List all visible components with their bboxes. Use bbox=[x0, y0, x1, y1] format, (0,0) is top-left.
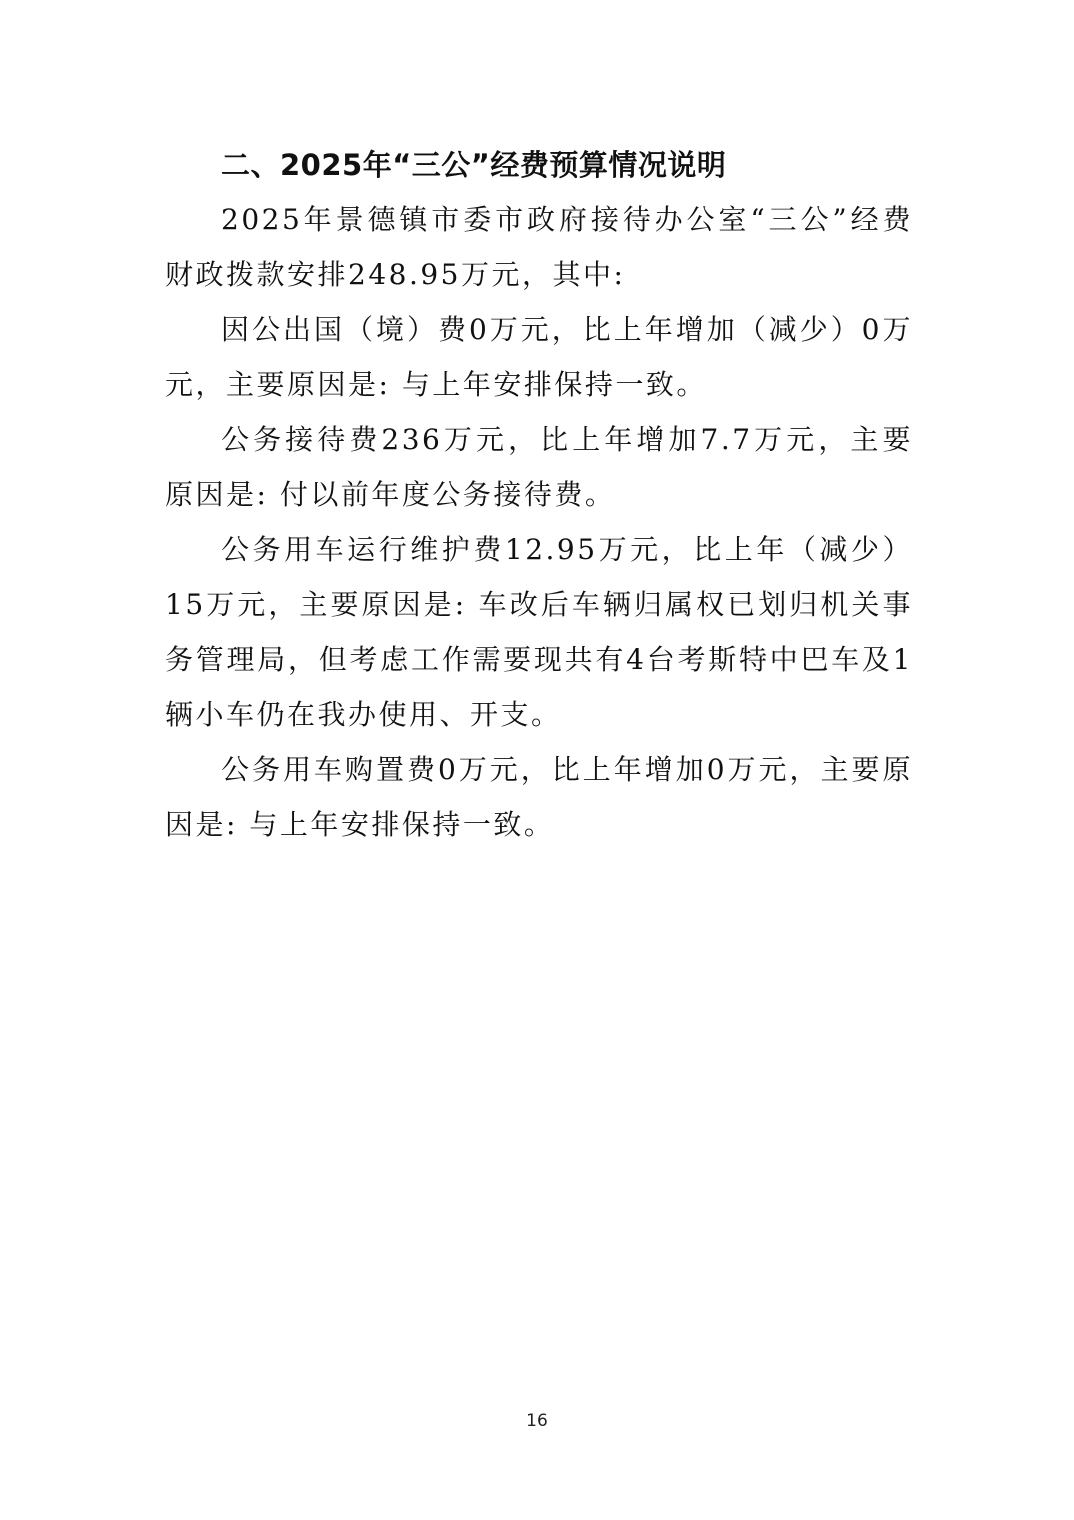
section-heading: 二、2025年“三公”经费预算情况说明 bbox=[221, 148, 727, 182]
paragraph-overseas-travel: 因公出国（境）费0万元，比上年增加（减少）0万元，主要原因是: 与上年安排保持一致。 bbox=[165, 313, 913, 401]
paragraph-vehicle-purchase: 公务用车购置费0万元，比上年增加0万元，主要原因是: 与上年安排保持一致。 bbox=[165, 753, 913, 841]
document-body bbox=[165, 138, 913, 852]
paragraph-vehicle-operation: 公务用车运行维护费12.95万元，比上年（减少）15万元，主要原因是: 车改后车辆归属权已划归机关事务管理局，但考虑工作需要现共有4台考斯特中巴车及1辆小车仍在我办使用、开支。 bbox=[165, 533, 913, 731]
page-number: 16 bbox=[526, 1411, 548, 1431]
paragraph-official-reception: 公务接待费236万元，比上年增加7.7万元，主要原因是: 付以前年度公务接待费。 bbox=[165, 423, 913, 511]
paragraph-total-budget: 2025年景德镇市委市政府接待办公室“三公”经费财政拨款安排248.95万元，其中: bbox=[165, 203, 913, 291]
